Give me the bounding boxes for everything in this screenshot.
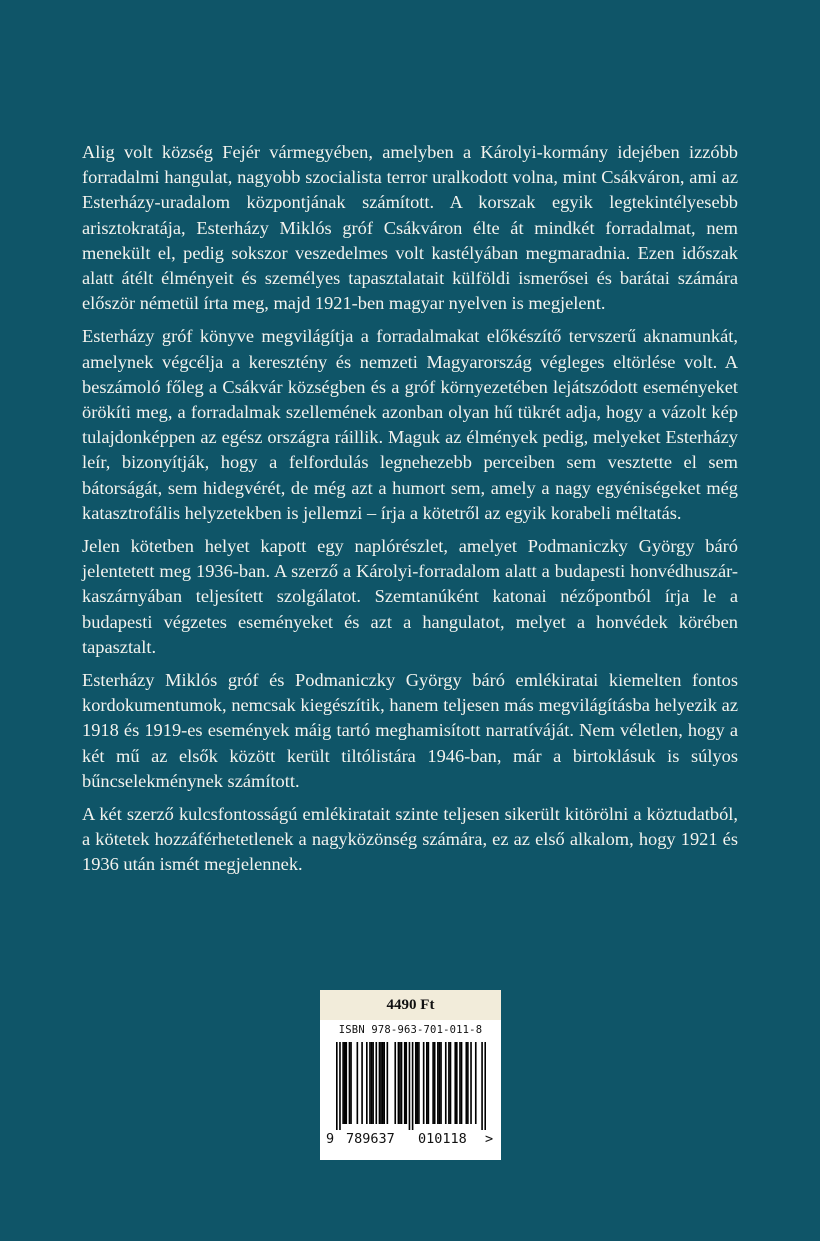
barcode-bar	[372, 1042, 374, 1124]
blurb-paragraph-5: A két szerző kulcsfontosságú emlékiratait szinte teljesen sikerült kitörölni a köztudatból, a kötetek hozzáférhetetlenek a nagyközönség számára, ez az első alkalom, hogy 1921 és 1936 után ismét megjelennek.	[82, 804, 738, 875]
blurb-paragraph-4: Esterházy Miklós gróf és Podmaniczky György báró emlékiratai kiemelten fontos kordokumentumok, nemcsak kiegészítik, hanem teljesen más megvilágításba helyezik az 1918 és 1919-es események máig tartó meghamisított narratíváját. Nem véletlen, hogy a két mű az elsők között került tiltólistára 1946-ban, már a birtoklásuk is súlyos bűncselekménynek számított.	[82, 670, 738, 791]
barcode-bar	[432, 1042, 434, 1124]
barcode-bar	[405, 1042, 407, 1124]
barcode-bar	[428, 1042, 430, 1124]
barcode-bar	[467, 1042, 469, 1124]
barcode-bar	[417, 1042, 419, 1124]
barcode-bar	[439, 1042, 441, 1124]
barcode-bar	[361, 1042, 363, 1124]
barcode-bar	[445, 1042, 447, 1124]
barcode-bar	[357, 1042, 359, 1124]
ean-first-digit: 9	[326, 1131, 335, 1147]
barcode-bar	[454, 1042, 456, 1124]
barcode-bar	[369, 1042, 371, 1124]
barcode-bar	[409, 1042, 411, 1130]
barcode-bar	[426, 1042, 428, 1124]
barcode-bar	[382, 1042, 384, 1124]
ean-quiet-zone-mark: >	[485, 1131, 494, 1147]
barcode-bar	[379, 1042, 381, 1124]
barcode-bar	[350, 1042, 352, 1124]
barcode-bar	[456, 1042, 458, 1124]
blurb-paragraph-1: Alig volt község Fejér vármegyében, amelyben a Károlyi-kormány idejében izzóbb forradalmi hangulat, nagyobb szocialista terror uralkodott volna, mint Csákváron, ami az Esterházy-uradalom központjának számított. A korszak egyik legtekintélyesebb arisztokratája, Esterházy Miklós gróf Csákváron élte át mindkét forradalmat, nem menekült el, pedig sokszor veszedelmes volt kastélyában megmaradnia. Ezen időszak alatt átélt élményeit és személyes tapasztalatait külföldi ismerősei és barátai számára először németül írta meg, majd 1921-ben magyar nyelven is megjelent.	[82, 142, 738, 314]
barcode-bar	[383, 1042, 385, 1124]
barcode-bar	[380, 1042, 382, 1124]
barcode-image	[336, 1042, 486, 1130]
barcode-bar	[415, 1042, 417, 1124]
barcode-bar	[349, 1042, 351, 1124]
ean-digits	[320, 1131, 501, 1151]
barcode-bar	[434, 1042, 436, 1124]
barcode-bar	[440, 1042, 442, 1124]
barcode-bar	[423, 1042, 425, 1124]
barcode-bar	[465, 1042, 467, 1124]
barcode-bar	[394, 1042, 396, 1124]
barcode-bar	[470, 1042, 472, 1124]
barcode-bar	[336, 1042, 338, 1130]
barcode-bar	[481, 1042, 483, 1130]
back-cover-blurb	[82, 140, 738, 886]
barcode-bar	[371, 1042, 373, 1124]
barcode-bar	[401, 1042, 403, 1124]
barcode-bar	[461, 1042, 463, 1124]
barcode-bar	[345, 1042, 347, 1124]
barcode-bar	[475, 1042, 477, 1124]
barcode-bar	[342, 1042, 344, 1124]
barcode-bar	[437, 1042, 439, 1124]
price-label: 4490 Ft	[320, 990, 501, 1020]
barcode-bar	[398, 1042, 400, 1124]
barcode-bar	[387, 1042, 389, 1124]
ean-right-group: 010118	[418, 1131, 467, 1147]
barcode-bar	[418, 1042, 420, 1124]
blurb-paragraph-3: Jelen kötetben helyet kapott egy naplórészlet, amelyet Podmaniczky György báró jelentetett meg 1936-ban. A szerző a Károlyi-forradalom alatt a budapesti honvédhuszár-kaszárnyában teljesített szolgálatot. Szemtanúként katonai nézőpontból írja le a budapesti végzetes eseményeket és azt a hangulatot, melyet a honvédek körében tapasztalt.	[82, 536, 738, 657]
barcode-bar	[344, 1042, 346, 1124]
barcode-bar	[412, 1042, 414, 1130]
barcode-bar	[339, 1042, 341, 1130]
barcode-bar	[448, 1042, 450, 1124]
barcode-bar	[484, 1042, 486, 1130]
barcode-bar	[399, 1042, 401, 1124]
isbn-barcode-panel	[320, 990, 501, 1160]
barcode-bar	[375, 1042, 377, 1124]
barcode-bar	[450, 1042, 452, 1124]
ean-left-group: 789637	[346, 1131, 395, 1147]
blurb-paragraph-2: Esterházy gróf könyve megvilágítja a forradalmakat előkészítő tervszerű aknamunkát, amelynek végcélja a keresztény és nemzeti Magyarország végleges eltörlése volt. A beszámoló főleg a Csákvár községben és a gróf környezetében lejátszódott eseményeket örökíti meg, a forradalmak szellemének azonban olyan hű tükrét adja, hogy a vázolt kép tulajdonképpen az egész országra ráillik. Maguk az élmények pedig, melyeket Esterházy leír, bizonyítják, hogy a felfordulás legnehezebb perceiben sem vesztette el sem bátorságát, sem hidegvérét, de még azt a humort sem, amely a nagy egyéniségeket még katasztrofális helyzetekben is jellemzi – írja a kötetről az egyik korabeli méltatás.	[82, 326, 738, 523]
barcode-bar	[459, 1042, 461, 1124]
isbn-number: ISBN 978-963-701-011-8	[338, 1024, 483, 1036]
barcode-bar	[404, 1042, 406, 1124]
barcode-bar	[366, 1042, 368, 1124]
